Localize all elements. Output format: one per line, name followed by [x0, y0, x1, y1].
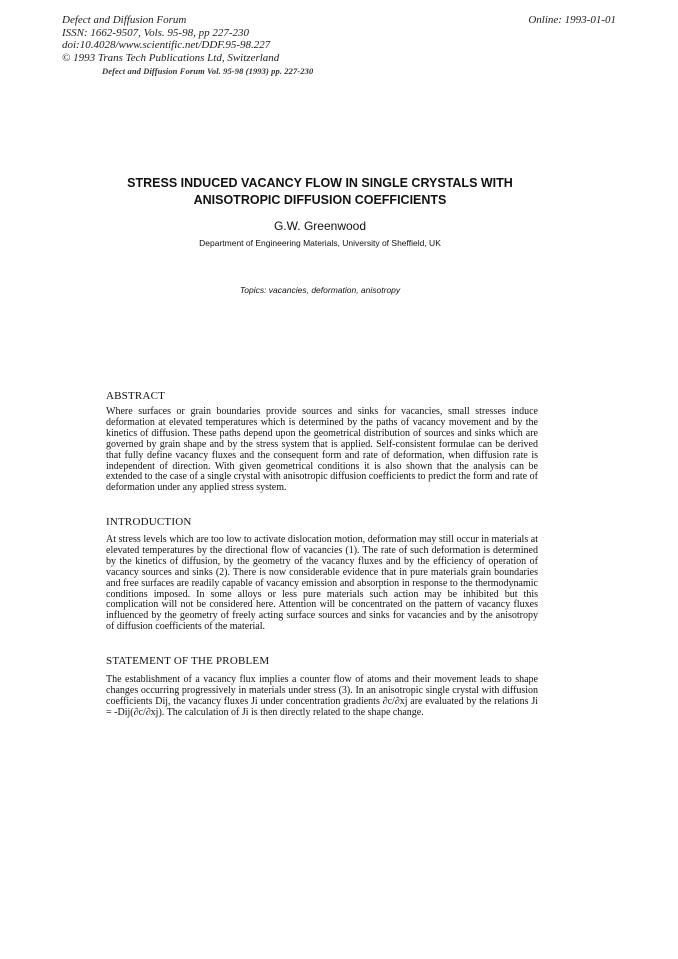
author-affiliation: Department of Engineering Materials, University of Sheffield, UK — [199, 238, 441, 248]
introduction-heading: INTRODUCTION — [106, 516, 192, 528]
paper-title — [100, 175, 540, 209]
author-name: G.W. Greenwood — [273, 219, 367, 233]
topics-line: Topics: vacancies, deformation, anisotropy — [239, 285, 401, 295]
journal-running-header: Defect and Diffusion Forum Vol. 95-98 (1993) pp. 227-230 — [102, 66, 314, 76]
meta-issn: ISSN: 1662-9507, Vols. 95-98, pp 227-230 — [62, 26, 249, 39]
abstract-heading: ABSTRACT — [106, 390, 166, 402]
meta-copyright: © 1993 Trans Tech Publications Ltd, Switzerland — [62, 51, 280, 64]
problem-statement-text: The establishment of a vacancy flux implies a counter flow of atoms and their movement leads to shape changes occurring progressively in materials under stress (3). In an anisotropic single crystal with diffusion coefficients Dij, the vacancy fluxes Ji under concentration gradients ∂c/∂xj are evaluated by the relations Ji = -Dij(∂c/∂xj). The calculation of Ji is then directly related to the shape change. — [106, 674, 538, 718]
introduction-text: At stress levels which are too low to activate dislocation motion, deformation may still occur in materials at elevated temperatures by the directional flow of vacancies (1). The rate of such deformation is determined by the kinetics of diffusion, by the geometry of the vacancy fluxes and by the efficiency of operation of vacancy sources and sinks (2). There is now considerable evidence that in pure materials grain boundaries and free surfaces are readily capable of vacancy emission and absorption in response to the thermodynamic conditions imposed. In some alloys or less pure materials such action may be inhibited but this complication will not be considered here. Attention will be concentrated on the pattern of vacancy fluxes influenced by the geometry of freely acting surface sources and sinks for vacancies and by the anisotropy of diffusion coefficients of the material. — [106, 534, 538, 633]
title-line-2: ANISOTROPIC DIFFUSION COEFFICIENTS — [193, 193, 447, 207]
title-line-1: STRESS INDUCED VACANCY FLOW IN SINGLE CRYSTALS WITH — [127, 176, 513, 190]
problem-statement-heading: STATEMENT OF THE PROBLEM — [106, 655, 270, 667]
publication-metadata — [62, 14, 279, 64]
meta-journal-name: Defect and Diffusion Forum — [62, 14, 187, 26]
online-date: Online: 1993-01-01 — [528, 14, 616, 26]
abstract-text: Where surfaces or grain boundaries provide sources and sinks for vacancies, small stresses induce deformation at elevated temperatures which is determined by the paths of vacancy movement and by the kinetics of diffusion. These paths depend upon the geometrical distribution of sources and sinks which are governed by grain shape and by the stress system that is applied. Self-consistent formulae can be derived that fully define vacancy fluxes and the consequent form and rate of deformation, when diffusion rate is independent of direction. With given geometrical conditions it is also shown that the analysis can be extended to the case of a single crystal with anisotropic diffusion coefficients to predict the form and rate of deformation under any applied stress system. — [106, 406, 538, 494]
meta-doi[interactable]: doi:10.4028/www.scientific.net/DDF.95-98.227 — [62, 39, 271, 51]
